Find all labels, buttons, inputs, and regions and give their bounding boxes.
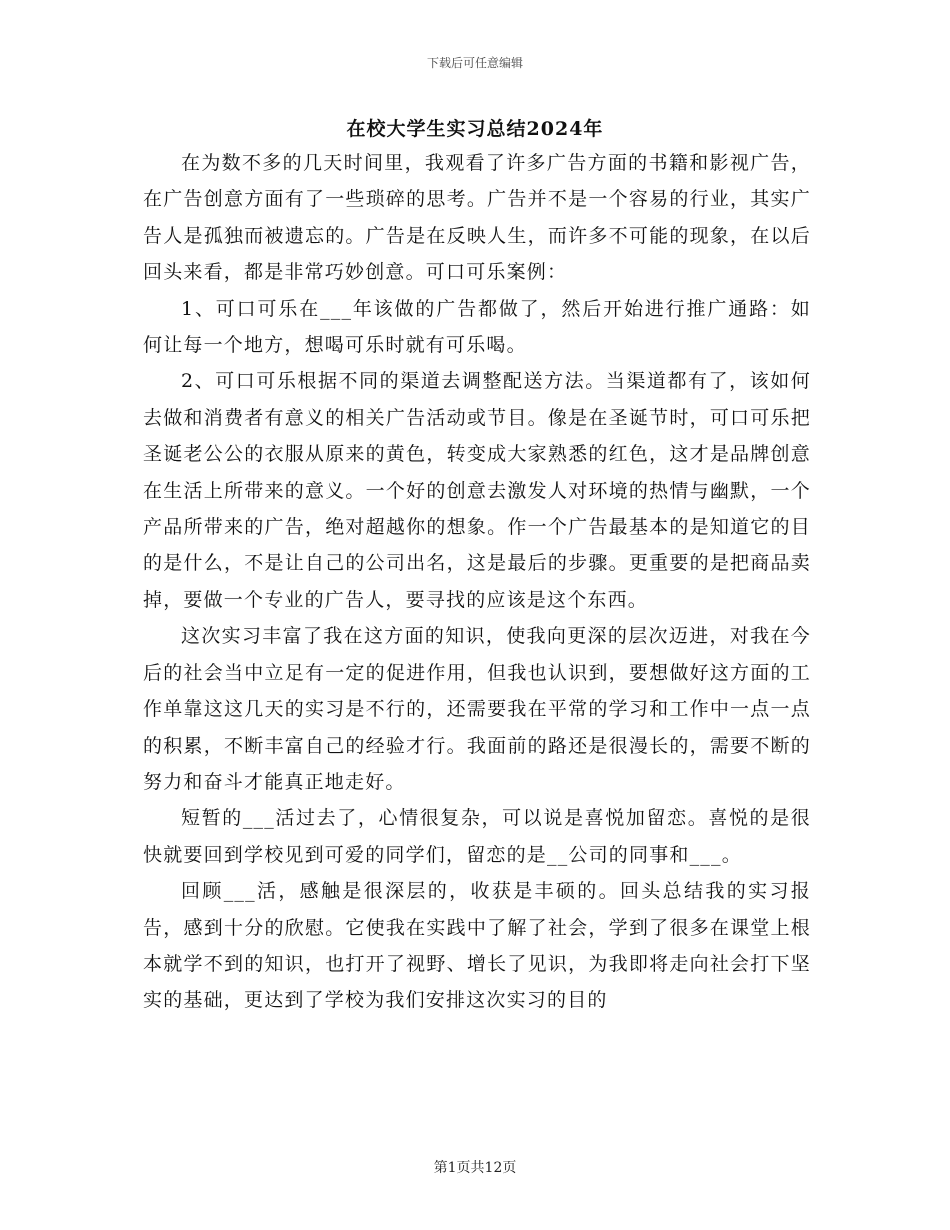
paragraph-case-2: 2、可口可乐根据不同的渠道去调整配送方法。当渠道都有了，该如何去做和消费者有意义的相关广告活动或节目。像是在圣诞节时，可口可乐把圣诞老公公的衣服从原来的黄色，转变成大家熟悉的红色，这才是品牌创意在生活上所带来的意义。一个好的创意去激发人对环境的热情与幽默，一个产品所带来的广告，绝对超越你的想象。作一个广告最基本的是知道它的目的是什么，不是让自己的公司出名，这是最后的步骤。更重要的是把商品卖掉，要做一个专业的广告人，要寻找的应该是这个东西。 — [143, 370, 811, 611]
paragraph-case-1: 1、可口可乐在___年该做的广告都做了，然后开始进行推广通路：如何让每一个地方，想喝可乐时就有可乐喝。 — [143, 297, 811, 357]
document-body — [143, 145, 811, 1019]
paragraph-reflection: 这次实习丰富了我在这方面的知识，使我向更深的层次迈进，对我在今后的社会当中立足有一定的促进作用，但我也认识到，要想做好这方面的工作单靠这这几天的实习是不行的，还需要我在平常的学习和工作中一点一点的积累，不断丰富自己的经验才行。我面前的路还是很漫长的，需要不断的努力和奋斗才能真正地走好。 — [143, 625, 811, 793]
paragraph-feelings: 短暂的___活过去了，心情很复杂，可以说是喜悦加留恋。喜悦的是很快就要回到学校见到可爱的同学们，留恋的是__公司的同事和___。 — [143, 807, 811, 866]
document-title: 在校大学生实习总结2024年 — [346, 118, 604, 140]
paragraph-review: 回顾___活，感触是很深层的，收获是丰硕的。回头总结我的实习报告，感到十分的欣慰。它使我在实践中了解了社会，学到了很多在课堂上根本就学不到的知识，也打开了视野、增长了见识，为我即将走向社会打下坚实的基础，更达到了学校为我们安排这次实习的目的 — [143, 880, 811, 1012]
paragraph-intro: 在为数不多的几天时间里，我观看了许多广告方面的书籍和影视广告，在广告创意方面有了一些琐碎的思考。广告并不是一个容易的行业，其实广告人是孤独而被遗忘的。广告是在反映人生，而许多不可能的现象，在以后回头来看，都是非常巧妙创意。可口可乐案例： — [143, 152, 811, 284]
page-number: 第1页共12页 — [433, 1160, 517, 1176]
header-note: 下载后可任意编辑 — [426, 56, 523, 70]
